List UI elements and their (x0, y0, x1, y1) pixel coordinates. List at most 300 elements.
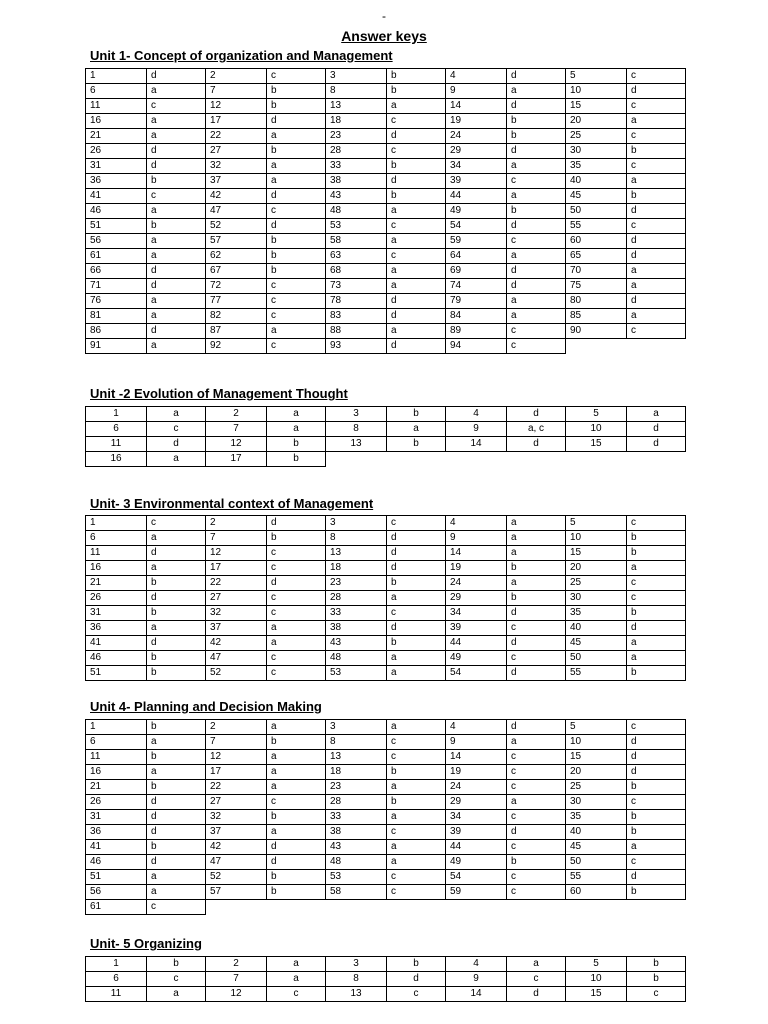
table-row (86, 972, 686, 987)
question-number: 10 (566, 422, 627, 437)
table-row (86, 870, 686, 885)
answer-cell: d (627, 234, 686, 249)
answer-cell: a (147, 452, 206, 467)
answer-cell: c (147, 516, 206, 531)
answer-cell: a (507, 309, 566, 324)
answer-cell: c (387, 870, 446, 885)
answer-cell: d (147, 636, 206, 651)
answer-cell: b (387, 84, 446, 99)
question-number: 7 (206, 84, 267, 99)
question-number: 58 (326, 234, 387, 249)
question-number: 21 (86, 780, 147, 795)
answer-cell: a (507, 576, 566, 591)
answer-cell: c (147, 972, 206, 987)
answer-cell: c (507, 840, 566, 855)
table-row (86, 576, 686, 591)
question-number: 45 (566, 636, 627, 651)
question-number: 14 (446, 987, 507, 1002)
answer-cell: a (387, 840, 446, 855)
question-number: 28 (326, 144, 387, 159)
question-number: 42 (206, 636, 267, 651)
answer-cell: c (627, 987, 686, 1002)
answer-cell: d (387, 309, 446, 324)
table-row (86, 422, 686, 437)
question-number: 33 (326, 810, 387, 825)
question-number: 4 (446, 407, 507, 422)
table-row (86, 561, 686, 576)
question-number: 80 (566, 294, 627, 309)
answer-cell: d (147, 69, 206, 84)
empty-cell (326, 452, 387, 467)
table-row (86, 437, 686, 452)
question-number: 13 (326, 99, 387, 114)
table-row (86, 957, 686, 972)
question-number: 7 (206, 972, 267, 987)
answer-cell: d (267, 114, 326, 129)
question-number: 78 (326, 294, 387, 309)
answer-cell: c (627, 720, 686, 735)
question-number: 61 (86, 900, 147, 915)
question-number: 52 (206, 219, 267, 234)
answer-cell: a (267, 780, 326, 795)
answer-cell: c (267, 339, 326, 354)
question-number: 51 (86, 666, 147, 681)
question-number: 27 (206, 591, 267, 606)
question-number: 7 (206, 735, 267, 750)
question-number: 60 (566, 234, 627, 249)
question-number: 6 (86, 735, 147, 750)
answer-cell: d (267, 576, 326, 591)
question-number: 16 (86, 765, 147, 780)
table-row (86, 825, 686, 840)
answer-cell: a (387, 720, 446, 735)
answer-cell: d (147, 279, 206, 294)
answer-cell: b (387, 957, 446, 972)
question-number: 36 (86, 825, 147, 840)
answer-cell: b (387, 69, 446, 84)
question-number: 73 (326, 279, 387, 294)
answer-cell: a (387, 99, 446, 114)
answer-cell: d (147, 546, 206, 561)
answer-cell: d (507, 279, 566, 294)
question-number: 74 (446, 279, 507, 294)
answer-cell: c (387, 606, 446, 621)
question-number: 32 (206, 606, 267, 621)
question-number: 41 (86, 840, 147, 855)
question-number: 32 (206, 810, 267, 825)
question-number: 46 (86, 855, 147, 870)
answer-cell: a (387, 855, 446, 870)
table-row (86, 324, 686, 339)
answer-cell: d (147, 144, 206, 159)
question-number: 10 (566, 531, 627, 546)
answer-cell: b (627, 546, 686, 561)
question-number: 13 (326, 437, 387, 452)
answer-cell: c (387, 114, 446, 129)
answer-cell: a (387, 780, 446, 795)
answer-cell: c (267, 204, 326, 219)
question-number: 64 (446, 249, 507, 264)
question-number: 53 (326, 219, 387, 234)
table-row (86, 855, 686, 870)
answer-cell: a (507, 84, 566, 99)
question-number: 33 (326, 606, 387, 621)
answer-cell: b (147, 840, 206, 855)
question-number: 14 (446, 750, 507, 765)
question-number: 52 (206, 870, 267, 885)
question-number: 58 (326, 885, 387, 900)
answer-cell: d (387, 129, 446, 144)
answer-cell: b (267, 99, 326, 114)
question-number: 31 (86, 606, 147, 621)
answer-cell: a (267, 636, 326, 651)
answer-cell: d (147, 437, 206, 452)
answer-cell: d (507, 437, 566, 452)
question-number: 39 (446, 825, 507, 840)
answer-cell: a (627, 279, 686, 294)
answer-cell: b (147, 174, 206, 189)
answer-cell: a, c (507, 422, 566, 437)
question-number: 13 (326, 987, 387, 1002)
answer-cell: b (267, 437, 326, 452)
question-number: 17 (206, 561, 267, 576)
question-number: 11 (86, 99, 147, 114)
answer-cell: c (507, 972, 566, 987)
question-number: 15 (566, 437, 627, 452)
answer-cell: d (627, 249, 686, 264)
question-number: 10 (566, 84, 627, 99)
answer-cell: a (387, 591, 446, 606)
unit-4-title: Unit 4- Planning and Decision Making (90, 699, 322, 714)
answer-cell: d (507, 407, 566, 422)
question-number: 37 (206, 825, 267, 840)
answer-cell: b (267, 84, 326, 99)
answer-cell: d (627, 437, 686, 452)
question-number: 10 (566, 735, 627, 750)
answer-cell: b (147, 576, 206, 591)
question-number: 9 (446, 84, 507, 99)
question-number: 6 (86, 531, 147, 546)
answer-cell: a (147, 84, 206, 99)
question-number: 47 (206, 204, 267, 219)
answer-cell: a (147, 204, 206, 219)
empty-cell (566, 900, 627, 915)
answer-cell: b (387, 576, 446, 591)
question-number: 55 (566, 666, 627, 681)
answer-cell: c (267, 987, 326, 1002)
answer-cell: d (387, 561, 446, 576)
answer-cell: a (267, 720, 326, 735)
question-number: 49 (446, 855, 507, 870)
question-number: 42 (206, 840, 267, 855)
question-number: 13 (326, 750, 387, 765)
question-number: 5 (566, 957, 627, 972)
question-number: 53 (326, 666, 387, 681)
question-number: 30 (566, 144, 627, 159)
question-number: 7 (206, 531, 267, 546)
answer-cell: d (147, 159, 206, 174)
question-number: 30 (566, 591, 627, 606)
question-number: 8 (326, 972, 387, 987)
answer-cell: b (627, 780, 686, 795)
question-number: 22 (206, 780, 267, 795)
question-number: 53 (326, 870, 387, 885)
question-number: 44 (446, 636, 507, 651)
answer-cell: d (387, 972, 446, 987)
answer-cell: a (147, 407, 206, 422)
unit-5-answer-table (85, 956, 686, 1002)
question-number: 36 (86, 174, 147, 189)
answer-cell: c (507, 339, 566, 354)
question-number: 31 (86, 159, 147, 174)
answer-cell: a (387, 204, 446, 219)
answer-cell: b (267, 885, 326, 900)
answer-cell: b (387, 765, 446, 780)
answer-cell: a (387, 666, 446, 681)
page-title: Answer keys (341, 28, 427, 44)
answer-cell: c (387, 750, 446, 765)
answer-cell: a (147, 870, 206, 885)
question-number: 54 (446, 870, 507, 885)
answer-cell: c (387, 735, 446, 750)
empty-cell (387, 900, 446, 915)
question-number: 20 (566, 765, 627, 780)
question-number: 12 (206, 437, 267, 452)
question-number: 40 (566, 174, 627, 189)
question-number: 45 (566, 189, 627, 204)
answer-cell: a (147, 234, 206, 249)
question-number: 67 (206, 264, 267, 279)
answer-cell: b (627, 972, 686, 987)
answer-cell: d (387, 174, 446, 189)
answer-cell: b (387, 189, 446, 204)
question-number: 55 (566, 870, 627, 885)
answer-cell: c (147, 189, 206, 204)
question-number: 17 (206, 114, 267, 129)
answer-cell: a (147, 735, 206, 750)
table-row (86, 666, 686, 681)
question-number: 6 (86, 422, 147, 437)
answer-cell: a (627, 636, 686, 651)
answer-cell: d (147, 825, 206, 840)
answer-cell: c (387, 825, 446, 840)
answer-cell: d (627, 750, 686, 765)
answer-cell: c (267, 309, 326, 324)
answer-cell: d (387, 546, 446, 561)
table-row (86, 840, 686, 855)
answer-cell: a (267, 825, 326, 840)
question-number: 1 (86, 69, 147, 84)
answer-cell: a (507, 531, 566, 546)
question-number: 3 (326, 69, 387, 84)
table-row (86, 339, 686, 354)
answer-cell: a (267, 159, 326, 174)
question-number: 41 (86, 636, 147, 651)
question-number: 39 (446, 174, 507, 189)
answer-cell: a (507, 294, 566, 309)
question-number: 50 (566, 204, 627, 219)
unit-5-title: Unit- 5 Organizing (90, 936, 202, 951)
answer-cell: c (387, 516, 446, 531)
answer-cell: d (147, 264, 206, 279)
question-number: 50 (566, 855, 627, 870)
question-number: 11 (86, 750, 147, 765)
table-row (86, 264, 686, 279)
answer-cell: b (627, 810, 686, 825)
table-row (86, 531, 686, 546)
answer-cell: c (267, 795, 326, 810)
answer-cell: d (267, 219, 326, 234)
answer-cell: a (387, 234, 446, 249)
table-row (86, 234, 686, 249)
question-number: 57 (206, 885, 267, 900)
table-row (86, 452, 686, 467)
answer-cell: c (627, 591, 686, 606)
answer-cell: d (147, 810, 206, 825)
question-number: 18 (326, 561, 387, 576)
answer-cell: b (267, 735, 326, 750)
question-number: 43 (326, 840, 387, 855)
question-number: 21 (86, 129, 147, 144)
answer-cell: c (147, 99, 206, 114)
table-row (86, 204, 686, 219)
question-number: 68 (326, 264, 387, 279)
question-number: 3 (326, 516, 387, 531)
table-row (86, 795, 686, 810)
answer-cell: b (507, 591, 566, 606)
question-number: 11 (86, 437, 147, 452)
empty-cell (566, 452, 627, 467)
question-number: 2 (206, 720, 267, 735)
table-row (86, 606, 686, 621)
question-number: 2 (206, 69, 267, 84)
question-number: 46 (86, 204, 147, 219)
table-row (86, 84, 686, 99)
answer-cell: d (627, 422, 686, 437)
answer-cell: d (507, 825, 566, 840)
question-number: 34 (446, 159, 507, 174)
answer-cell: c (507, 780, 566, 795)
question-number: 70 (566, 264, 627, 279)
question-number: 13 (326, 546, 387, 561)
answer-cell: c (507, 324, 566, 339)
answer-cell: a (387, 324, 446, 339)
question-number: 38 (326, 825, 387, 840)
answer-cell: b (507, 129, 566, 144)
table-row (86, 900, 686, 915)
answer-cell: d (627, 621, 686, 636)
question-number: 7 (206, 422, 267, 437)
answer-cell: a (267, 407, 326, 422)
table-row (86, 69, 686, 84)
answer-cell: a (627, 840, 686, 855)
answer-cell: b (627, 189, 686, 204)
question-number: 94 (446, 339, 507, 354)
answer-cell: a (387, 422, 446, 437)
question-number: 88 (326, 324, 387, 339)
question-number: 25 (566, 780, 627, 795)
question-number: 16 (86, 561, 147, 576)
answer-cell: c (267, 651, 326, 666)
answer-cell: b (147, 957, 206, 972)
table-row (86, 249, 686, 264)
answer-cell: a (627, 114, 686, 129)
answer-cell: a (267, 422, 326, 437)
question-number: 24 (446, 129, 507, 144)
question-number: 26 (86, 144, 147, 159)
table-row (86, 885, 686, 900)
question-number: 72 (206, 279, 267, 294)
question-number: 55 (566, 219, 627, 234)
empty-cell (326, 900, 387, 915)
question-number: 20 (566, 114, 627, 129)
question-number: 56 (86, 234, 147, 249)
question-number: 71 (86, 279, 147, 294)
answer-cell: a (267, 129, 326, 144)
question-number: 15 (566, 546, 627, 561)
question-number: 54 (446, 219, 507, 234)
answer-cell: c (627, 99, 686, 114)
answer-cell: d (147, 795, 206, 810)
answer-cell: b (267, 249, 326, 264)
question-number: 41 (86, 189, 147, 204)
question-number: 12 (206, 750, 267, 765)
question-number: 15 (566, 750, 627, 765)
answer-cell: a (387, 264, 446, 279)
answer-cell: d (627, 870, 686, 885)
question-number: 30 (566, 795, 627, 810)
question-number: 35 (566, 606, 627, 621)
question-number: 3 (326, 720, 387, 735)
table-row (86, 114, 686, 129)
question-number: 23 (326, 129, 387, 144)
answer-cell: d (627, 204, 686, 219)
question-number: 1 (86, 957, 147, 972)
question-number: 43 (326, 189, 387, 204)
question-number: 9 (446, 735, 507, 750)
answer-cell: b (267, 870, 326, 885)
answer-cell: b (147, 720, 206, 735)
answer-cell: c (147, 422, 206, 437)
table-row (86, 810, 686, 825)
answer-cell: b (267, 531, 326, 546)
question-number: 35 (566, 810, 627, 825)
answer-cell: a (507, 249, 566, 264)
answer-cell: c (627, 129, 686, 144)
question-number: 37 (206, 621, 267, 636)
answer-cell: d (147, 324, 206, 339)
table-row (86, 407, 686, 422)
answer-cell: a (147, 987, 206, 1002)
empty-cell (387, 452, 446, 467)
answer-cell: c (627, 69, 686, 84)
question-number: 86 (86, 324, 147, 339)
empty-cell (206, 900, 267, 915)
question-number: 26 (86, 591, 147, 606)
table-row (86, 591, 686, 606)
question-number: 18 (326, 765, 387, 780)
question-number: 15 (566, 987, 627, 1002)
answer-cell: d (267, 189, 326, 204)
answer-cell: a (507, 546, 566, 561)
question-number: 69 (446, 264, 507, 279)
answer-cell: a (387, 651, 446, 666)
answer-cell: a (147, 885, 206, 900)
question-number: 5 (566, 69, 627, 84)
answer-cell: c (627, 219, 686, 234)
unit-1-answer-table (85, 68, 686, 354)
answer-cell: b (267, 144, 326, 159)
